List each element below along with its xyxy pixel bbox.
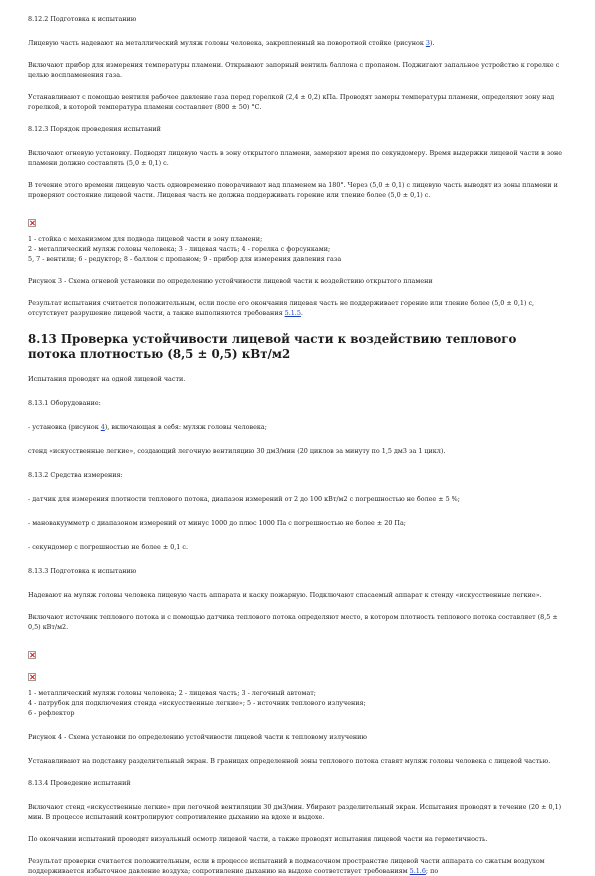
clause-5-1-6-link[interactable]: 5.1.6: [409, 867, 426, 875]
paragraph: Надевают на муляж головы человека лицевую часть аппарата и каску пожарную. Подключают спасаемый аппарат к стенду «искусственные легкие».: [28, 591, 542, 599]
figure-legend: 4 - патрубок для подключения стенда «искусственные легкие»; 5 - источник теплового излучения;: [28, 699, 366, 707]
section-heading-8-13: 8.13 Проверка устойчивости лицевой части к воздействию теплового потока плотностью (8,5 ± 0,5) кВт/м2: [28, 332, 517, 361]
list-item: стенд «искусственные легкие», создающий легочную вентиляцию 30 дм3/мин (20 циклов за минуту по 1,5 дм3 за 1 цикл).: [28, 447, 446, 455]
figure-3-image: [28, 212, 567, 222]
paragraph: Испытания проводят на одной лицевой части.: [28, 375, 186, 383]
figure-3-link[interactable]: 3: [425, 39, 430, 47]
paragraph: Включают огневую установку. Подводят лицевую часть в зону открытого пламени, замеряют время по секундомеру. Время выдержки лицевой части в зоне пламени должно составлять (5,0 ± 0,1) с.: [28, 149, 563, 167]
paragraph: Включают источник теплового потока и с помощью датчика теплового потока определяют место, в котором плотность теплового потока составляет (8,5 ± 0,5) кВт/м2.: [28, 613, 558, 631]
clause-5-1-5-link[interactable]: 5.1.5: [284, 309, 301, 317]
section-heading-8-12-2: 8.12.2 Подготовка к испытанию: [28, 15, 137, 23]
paragraph: Результат испытания считается положительным, если после его окончания лицевая часть не поддерживает горение или тление более (5,0 ± 0,1) с, отсутствует разрушение лицевой части, а также выполняются требования 5.1.5.: [28, 299, 535, 317]
list-item: - мановакуумметр с диапазоном измерений от минус 1000 до плюс 1000 Па с погрешностью не более ± 20 Па;: [28, 519, 406, 527]
list-item: - секундомер с погрешностью не более ± 0,1 с.: [28, 543, 189, 551]
figure-caption: Рисунок 3 - Схема огневой установки по определению устойчивости лицевой части к воздействию открытого пламени: [28, 277, 433, 285]
paragraph: Устанавливают на подставку разделительный экран. В границах определенной зоны теплового потока ставят муляж головы человека с лицевой частью.: [28, 757, 551, 765]
figure-legend: 6 - рефлектор: [28, 709, 75, 717]
paragraph: Результат проверки считается положительным, если в процессе испытаний в подмасочном пространстве лицевой части аппарата со сжатым воздухом поддерживается избыточное давление воздуха; сопротивление дыханию на выдохе соответствует требованиям 5.1.6; по: [28, 857, 545, 875]
section-heading-8-13-3: 8.13.3 Подготовка к испытанию: [28, 567, 137, 575]
figure-caption: Рисунок 4 - Схема установки по определению устойчивости лицевой части к тепловому излучению: [28, 733, 367, 741]
figure-legend: 1 - металлический муляж головы человека; 2 - лицевая часть; 3 - легочный автомат;: [28, 689, 316, 697]
section-heading-8-13-1: 8.13.1 Оборудование:: [28, 399, 101, 407]
list-item: - установка (рисунок 4), включающая в себя: муляж головы человека;: [28, 423, 267, 431]
paragraph: Включают стенд «искусственные легкие» при легочной вентиляции 30 дм3/мин. Убирают разделительный экран. Испытания проводят в течение (20 ± 0,1) мин. В процессе испытаний контролируют сопротивление дыханию на вдохе и выдохе.: [28, 803, 562, 821]
figure-4-image: [28, 644, 567, 654]
broken-image-icon: [28, 219, 36, 227]
paragraph: Устанавливают с помощью вентиля рабочее давление газа перед горелкой (2,4 ± 0,2) кПа. Проводят замеры температуры пламени, определяют зону над горелкой, в которой температура пламени составляет (800 ± 50) °С.: [28, 93, 555, 111]
figure-4-link[interactable]: 4: [100, 423, 105, 431]
figure-legend: 2 - металлический муляж головы человека; 3 - лицевая часть; 4 - горелка с форсунками;: [28, 245, 331, 253]
broken-image-icon: [28, 673, 36, 681]
paragraph: Включают прибор для измерения температуры пламени. Открывают запорный вентиль баллона с пропаном. Поджигают запальное устройство к горелке с целью воспламенения газа.: [28, 61, 560, 79]
figure-legend: 5, 7 - вентили; 6 - редуктор; 8 - баллон с пропаном; 9 - прибор для измерения давления газа: [28, 255, 342, 263]
paragraph: В течение этого времени лицевую часть одновременно поворачивают над пламенем на 180°. Через (5,0 ± 0,1) с лицевую часть выводят из зоны пламени и проверяют состояние лицевой части. Лицевая часть не должна поддерживать горение или тление более (5,0 ± 0,1) с.: [28, 181, 558, 199]
figure-legend: 1 - стойка с механизмом для подвода лицевой части в зону пламени;: [28, 235, 263, 243]
section-heading-8-13-4: 8.13.4 Проведение испытаний: [28, 779, 131, 787]
section-heading-8-12-3: 8.12.3 Порядок проведения испытаний: [28, 125, 161, 133]
section-heading-8-13-2: 8.13.2 Средства измерения:: [28, 471, 123, 479]
paragraph: Лицевую часть надевают на металлический муляж головы человека, закрепленный на поворотной стойке (рисунок 3).: [28, 39, 435, 47]
broken-image-icon: [28, 651, 36, 659]
list-item: - датчик для измерения плотности теплового потока, диапазон измерений от 2 до 100 кВт/м2 с погрешностью не более ± 5 %;: [28, 495, 460, 503]
paragraph: По окончании испытаний проводят визуальный осмотр лицевой части, а также проводят испытания лицевой части на герметичность.: [28, 835, 488, 843]
figure-4-image-2: [28, 666, 567, 676]
